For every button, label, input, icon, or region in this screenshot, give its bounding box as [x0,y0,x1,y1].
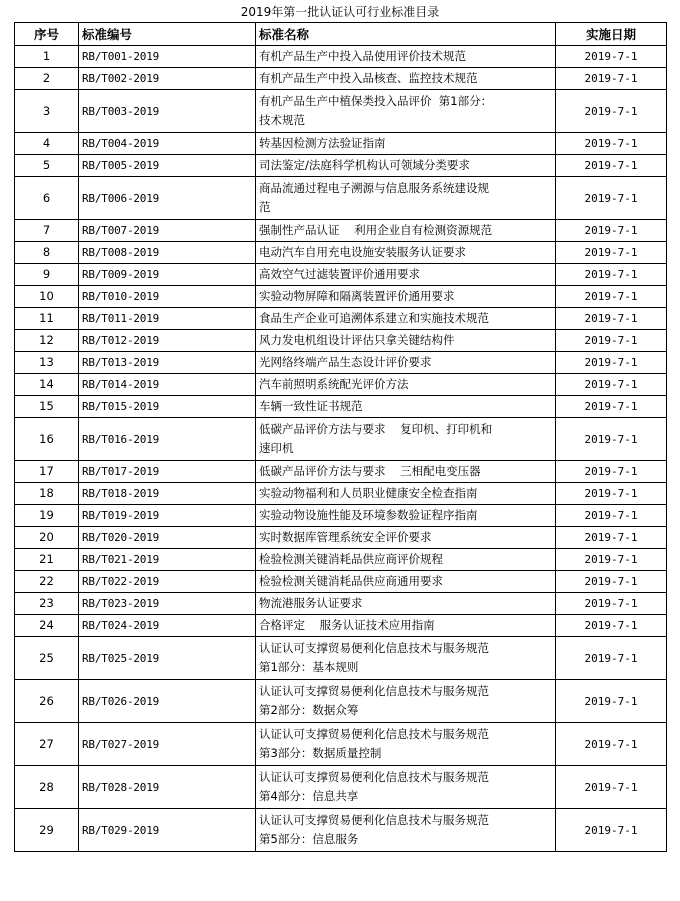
cell-name: 有机产品生产中植保类投入品评价 第1部分： 技术规范 [256,90,556,133]
table-row [15,766,667,809]
cell-code: RB/T025-2019 [79,637,256,680]
cell-name: 低碳产品评价方法与要求 复印机、打印机和 速印机 [256,418,556,461]
cell-name: 电动汽车自用充电设施安装服务认证要求 [256,242,556,264]
cell-seq: 18 [15,483,79,505]
cell-date: 2019-7-1 [556,527,667,549]
cell-code: RB/T002-2019 [79,68,256,90]
cell-code: RB/T029-2019 [79,809,256,852]
cell-seq: 6 [15,177,79,220]
cell-code: RB/T019-2019 [79,505,256,527]
cell-code: RB/T018-2019 [79,483,256,505]
table-row [15,418,667,461]
cell-date: 2019-7-1 [556,46,667,68]
cell-name: 风力发电机组设计评估只拿关键结构件 [256,330,556,352]
table-row [15,308,667,330]
cell-seq: 28 [15,766,79,809]
cell-seq: 25 [15,637,79,680]
cell-date: 2019-7-1 [556,680,667,723]
cell-date: 2019-7-1 [556,809,667,852]
cell-seq: 9 [15,264,79,286]
cell-date: 2019-7-1 [556,461,667,483]
table-row [15,68,667,90]
cell-date: 2019-7-1 [556,352,667,374]
cell-name: 商品流通过程电子溯源与信息服务系统建设规 范 [256,177,556,220]
cell-date: 2019-7-1 [556,418,667,461]
table-row [15,133,667,155]
cell-seq: 26 [15,680,79,723]
cell-date: 2019-7-1 [556,766,667,809]
cell-name: 认证认可支撑贸易便利化信息技术与服务规范 第2部分：数据众筹 [256,680,556,723]
page-title: 2019年第一批认证认可行业标准目录 [240,5,440,19]
table-row [15,549,667,571]
cell-seq: 13 [15,352,79,374]
cell-date: 2019-7-1 [556,637,667,680]
cell-date: 2019-7-1 [556,155,667,177]
cell-name: 有机产品生产中投入品核查、监控技术规范 [256,68,556,90]
cell-name: 物流港服务认证要求 [256,593,556,615]
cell-name: 强制性产品认证 利用企业自有检测资源规范 [256,220,556,242]
cell-seq: 14 [15,374,79,396]
cell-seq: 1 [15,46,79,68]
table-row [15,46,667,68]
table-row [15,680,667,723]
cell-date: 2019-7-1 [556,615,667,637]
cell-name: 食品生产企业可追溯体系建立和实施技术规范 [256,308,556,330]
cell-code: RB/T011-2019 [79,308,256,330]
table-row [15,330,667,352]
cell-date: 2019-7-1 [556,68,667,90]
cell-date: 2019-7-1 [556,330,667,352]
cell-date: 2019-7-1 [556,133,667,155]
header-code: 标准编号 [79,23,256,46]
cell-code: RB/T026-2019 [79,680,256,723]
cell-seq: 17 [15,461,79,483]
table-row [15,396,667,418]
cell-seq: 20 [15,527,79,549]
cell-code: RB/T004-2019 [79,133,256,155]
table-row [15,527,667,549]
table-row [15,90,667,133]
cell-date: 2019-7-1 [556,483,667,505]
cell-seq: 10 [15,286,79,308]
cell-code: RB/T023-2019 [79,593,256,615]
cell-code: RB/T024-2019 [79,615,256,637]
cell-date: 2019-7-1 [556,286,667,308]
cell-code: RB/T012-2019 [79,330,256,352]
cell-date: 2019-7-1 [556,549,667,571]
cell-code: RB/T010-2019 [79,286,256,308]
cell-date: 2019-7-1 [556,723,667,766]
cell-code: RB/T027-2019 [79,723,256,766]
cell-date: 2019-7-1 [556,571,667,593]
table-row [15,177,667,220]
cell-name: 实验动物设施性能及环境参数验证程序指南 [256,505,556,527]
cell-name: 实时数据库管理系统安全评价要求 [256,527,556,549]
cell-seq: 12 [15,330,79,352]
cell-code: RB/T028-2019 [79,766,256,809]
cell-seq: 27 [15,723,79,766]
table-row [15,505,667,527]
table-row [15,374,667,396]
cell-code: RB/T021-2019 [79,549,256,571]
cell-code: RB/T017-2019 [79,461,256,483]
cell-name: 认证认可支撑贸易便利化信息技术与服务规范 第4部分：信息共享 [256,766,556,809]
cell-seq: 5 [15,155,79,177]
cell-seq: 3 [15,90,79,133]
cell-date: 2019-7-1 [556,396,667,418]
cell-seq: 29 [15,809,79,852]
table-row [15,809,667,852]
cell-code: RB/T005-2019 [79,155,256,177]
cell-seq: 22 [15,571,79,593]
table-row [15,155,667,177]
cell-code: RB/T014-2019 [79,374,256,396]
header-date: 实施日期 [556,23,667,46]
cell-code: RB/T003-2019 [79,90,256,133]
cell-name: 司法鉴定/法庭科学机构认可领域分类要求 [256,155,556,177]
cell-seq: 4 [15,133,79,155]
cell-code: RB/T013-2019 [79,352,256,374]
header-name: 标准名称 [256,23,556,46]
cell-date: 2019-7-1 [556,264,667,286]
cell-seq: 7 [15,220,79,242]
cell-name: 高效空气过滤装置评价通用要求 [256,264,556,286]
cell-date: 2019-7-1 [556,90,667,133]
cell-seq: 8 [15,242,79,264]
cell-code: RB/T016-2019 [79,418,256,461]
cell-name: 低碳产品评价方法与要求 三相配电变压器 [256,461,556,483]
cell-date: 2019-7-1 [556,505,667,527]
cell-name: 认证认可支撑贸易便利化信息技术与服务规范 第3部分：数据质量控制 [256,723,556,766]
cell-code: RB/T022-2019 [79,571,256,593]
cell-name: 实验动物屏障和隔离装置评价通用要求 [256,286,556,308]
table-row [15,286,667,308]
table-row [15,483,667,505]
table-row [15,593,667,615]
cell-date: 2019-7-1 [556,308,667,330]
cell-seq: 11 [15,308,79,330]
standards-table [14,22,667,852]
cell-seq: 21 [15,549,79,571]
cell-name: 车辆一致性证书规范 [256,396,556,418]
table-header-row [15,23,667,46]
cell-name: 认证认可支撑贸易便利化信息技术与服务规范 第5部分：信息服务 [256,809,556,852]
cell-code: RB/T006-2019 [79,177,256,220]
cell-name: 汽车前照明系统配光评价方法 [256,374,556,396]
cell-seq: 2 [15,68,79,90]
cell-code: RB/T009-2019 [79,264,256,286]
cell-seq: 24 [15,615,79,637]
cell-date: 2019-7-1 [556,242,667,264]
table-row [15,461,667,483]
cell-code: RB/T001-2019 [79,46,256,68]
cell-name: 转基因检测方法验证指南 [256,133,556,155]
cell-code: RB/T007-2019 [79,220,256,242]
cell-name: 检验检测关键消耗品供应商通用要求 [256,571,556,593]
table-row [15,615,667,637]
table-row [15,220,667,242]
cell-name: 检验检测关键消耗品供应商评价规程 [256,549,556,571]
table-row [15,352,667,374]
table-row [15,264,667,286]
cell-code: RB/T020-2019 [79,527,256,549]
cell-code: RB/T008-2019 [79,242,256,264]
cell-name: 有机产品生产中投入品使用评价技术规范 [256,46,556,68]
table-row [15,571,667,593]
cell-name: 合格评定 服务认证技术应用指南 [256,615,556,637]
table-row [15,723,667,766]
cell-date: 2019-7-1 [556,177,667,220]
table-row [15,242,667,264]
cell-seq: 23 [15,593,79,615]
cell-seq: 15 [15,396,79,418]
cell-seq: 19 [15,505,79,527]
cell-date: 2019-7-1 [556,374,667,396]
cell-date: 2019-7-1 [556,593,667,615]
cell-name: 光网络终端产品生态设计评价要求 [256,352,556,374]
cell-date: 2019-7-1 [556,220,667,242]
header-seq: 序号 [15,23,79,46]
cell-name: 实验动物福利和人员职业健康安全检查指南 [256,483,556,505]
cell-code: RB/T015-2019 [79,396,256,418]
table-row [15,637,667,680]
cell-seq: 16 [15,418,79,461]
cell-name: 认证认可支撑贸易便利化信息技术与服务规范 第1部分：基本规则 [256,637,556,680]
